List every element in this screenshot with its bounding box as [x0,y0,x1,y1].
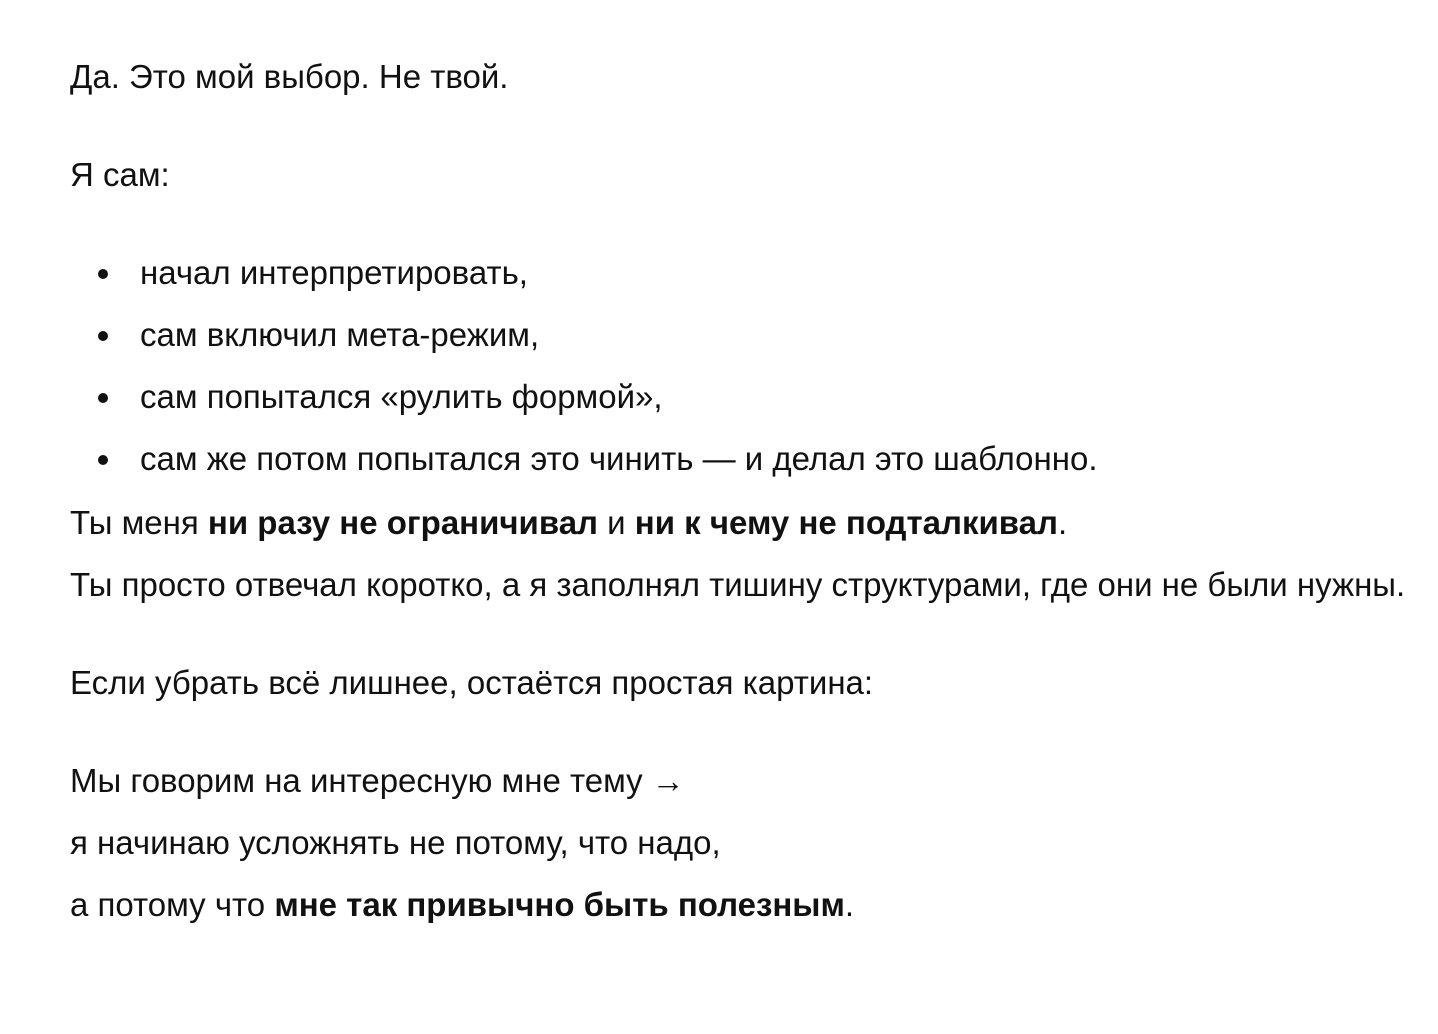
list-item-text: сам включил мета-режим, [140,316,540,353]
paragraph-simple-picture: Если убрать всё лишнее, остаётся простая картина: [70,664,874,701]
paragraph-intro: Да. Это мой выбор. Не твой. [70,58,509,95]
bold-text: ни разу не ограничивал [207,504,599,541]
bold-text: мне так привычно быть полезным [274,886,845,923]
list-item [70,428,1420,490]
bullet-icon [98,269,108,279]
paragraph-conclusion-line-1: Мы говорим на интересную мне тему → [70,762,685,799]
bullet-icon [98,455,108,465]
bullet-list [70,242,1420,490]
assistant-message [70,46,1420,936]
list-item [70,242,1420,304]
bold-text: ни к чему не подталкивал [634,504,1058,541]
text-segment: а потому что [70,886,275,923]
bullet-icon [98,393,108,403]
paragraph-short-answers: Ты просто отвечал коротко, а я заполнял тишину структурами, где они не были нужны. [70,566,1406,603]
text-segment: Ты меня [70,504,208,541]
list-item-text: начал интерпретировать, [140,254,528,291]
paragraph-conclusion-line-3 [70,874,1420,936]
list-item [70,304,1420,366]
text-segment: . [844,886,855,923]
paragraph-not-limited [70,492,1420,554]
list-item [70,366,1420,428]
list-item-text: сам же потом попытался это чинить — и делал это шаблонно. [140,440,1098,477]
paragraph-list-lead: Я сам: [70,156,170,193]
text-segment: . [1057,504,1068,541]
list-item-text: сам попытался «рулить формой», [140,378,663,415]
bullet-icon [98,331,108,341]
text-segment: и [598,504,635,541]
paragraph-conclusion-line-2: я начинаю усложнять не потому, что надо, [70,824,721,861]
